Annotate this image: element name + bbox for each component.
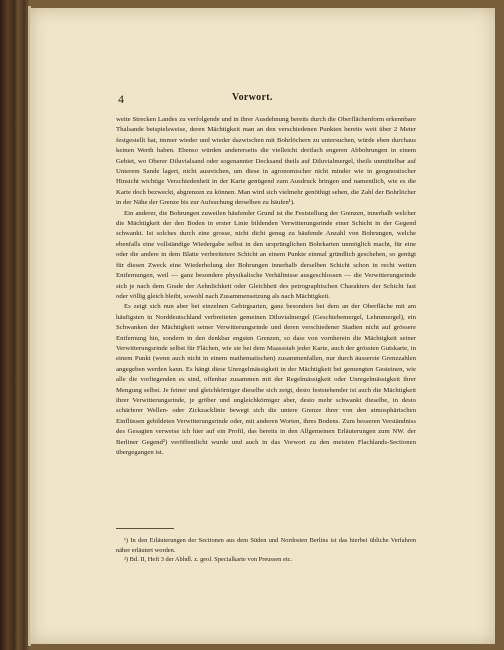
page-number: 4	[118, 92, 124, 106]
footnote: ²) Bd. II, Heft 3 der Abhdl. z. geol. Specialkarte von Preussen etc.	[124, 556, 293, 564]
body-text	[116, 115, 416, 458]
paragraph: Ein anderer, die Bohrungen zuweilen häufender Grund ist die Feststellung der Grenzen, innerhalb welcher die Mächtigkeit der den Boden in erster Linie bildenden Verwitterungsrinde einer Schicht in der Gegend schwankt. Ist solches durch eine grosse, nicht dicht genug zu häufende Anzahl von Bohrungen, welche ebenfalls eine vollständige Wiedergabe selbst in den ursprünglichen Bohrkarten unmöglich macht, für eine oder die andere in dem Blatte verbreitetere Schicht an einem Punkte einmal gründlich geschehen, so genügt für diesen Zweck eine Wiederholung der Bohrungen innerhalb derselben Schicht schon in recht weiten Entfernungen, weil — ganz besondere physikalische Verhältnisse ausgeschlossen — die Verwitterungsrinde sich je nach dem Grade der Aehnlichkeit oder Gleichheit des petrographischen Charakters der Schicht fast oder völlig gleich bleibt, sowohl nach Zusammensetzung als nach Mächtigkeit.	[116, 209, 416, 300]
running-title: Vorwort.	[232, 92, 273, 103]
footnote: ¹) In den Erläuterungen der Sectionen aus dem Süden und Nordosten Berlins ist das hierbei übliche Verfahren näher erläutert worden.	[116, 537, 416, 554]
page-header	[118, 92, 418, 106]
footnote-rule	[116, 528, 174, 529]
paragraph: weite Strecken Landes zu verfolgende und in ihrer Ausdehnung bereits durch die Oberflächenform erkennbare Thalsande beispielsweise, deren Mächtigkeit man an den verschiedenen Punkten bereits weit über 2 Meter festgestellt hat, immer wieder und wieder dazwischen mit Bohrlöchern zu untersuchen, würde eben durchaus keinen Werth haben. Ebenso würden andererseits die vielleicht dreifach engeren Abbohrungen in einem Gebiet, wo Oberer Diluvialsand oder sogenannter Decksand theils auf Diluvialmergel, theils unmittelbar auf Unterem Sande lagert, nicht ausreichen, um diese in agronomischer nicht minder wie in geognostischer Hinsicht wichtige Verschiedenheit in der Karte genügend zum Ausdruck bringen und namentlich, wie es die Karte doch bezweckt, abgrenzen zu können. Man wird sich vielmehr genöthigt sehen, die Zahl der Bohrlöcher in der Nähe der Grenze bis zur Aufsuchung derselben zu häufen¹).	[116, 116, 416, 207]
footnotes	[116, 536, 416, 565]
paragraph: Es zeigt sich nun aber bei einzelnen Gebirgsarten, ganz besonders bei dem an der Oberfläche mit am häufigsten in Norddeutschland verbreiteten gemeinen Diluvialmergel (Geschiebemergel, Lehmmergel), ein Schwanken der Mächtigkeit seiner Verwitterungsrinde und deren verschiedener Stadien nicht auf grössere Entfernung hin, sondern in den denkbar engsten Grenzen, so dass von vornherein die Mächtigkeit seiner Verwitterungsrinde selbst für Flächen, wie sie bei dem Maassstab jeder Karte, auch der grössten Gutskarte, in einem Punkt (wenn auch nicht in einem mathematischen) zusammenfallen, nur durch äusserste Grenzzahlen angegeben werden kann. Es hängt diese Unregelmässigkeit in der Mächtigkeit bei gemengten Gesteinen, wie alle die vorliegenden es sind, offenbar zusammen mit der Regelmässigkeit oder Unregelmässigkeit ihrer Mengung selbst. Je feiner und gleichkörniger dieselbe sich zeigt, desto feststehender ist auch die Mächtigkeit ihrer Verwitterungsrinde, je gröber und ungleichkörniger aber, desto mehr schwankt dieselbe, in desto schärferer Wellen- oder Zickzacklinie bewegt sich die untere Grenze ihrer von den atmosphärischen Einflüssen gebildeten Verwitterungsrinde oder, mit anderen Worten, ihres Bodens. Zum besseren Verständniss des Gesagten verweise ich hier auf ein Profil, das bereits in den Allgemeinen Erläuterungen zum NW. der Berliner Gegend²) veröffentlicht wurde und auch in das Vorwort zu den meisten Flachlands-Sectionen übergegangen ist.	[116, 303, 416, 456]
